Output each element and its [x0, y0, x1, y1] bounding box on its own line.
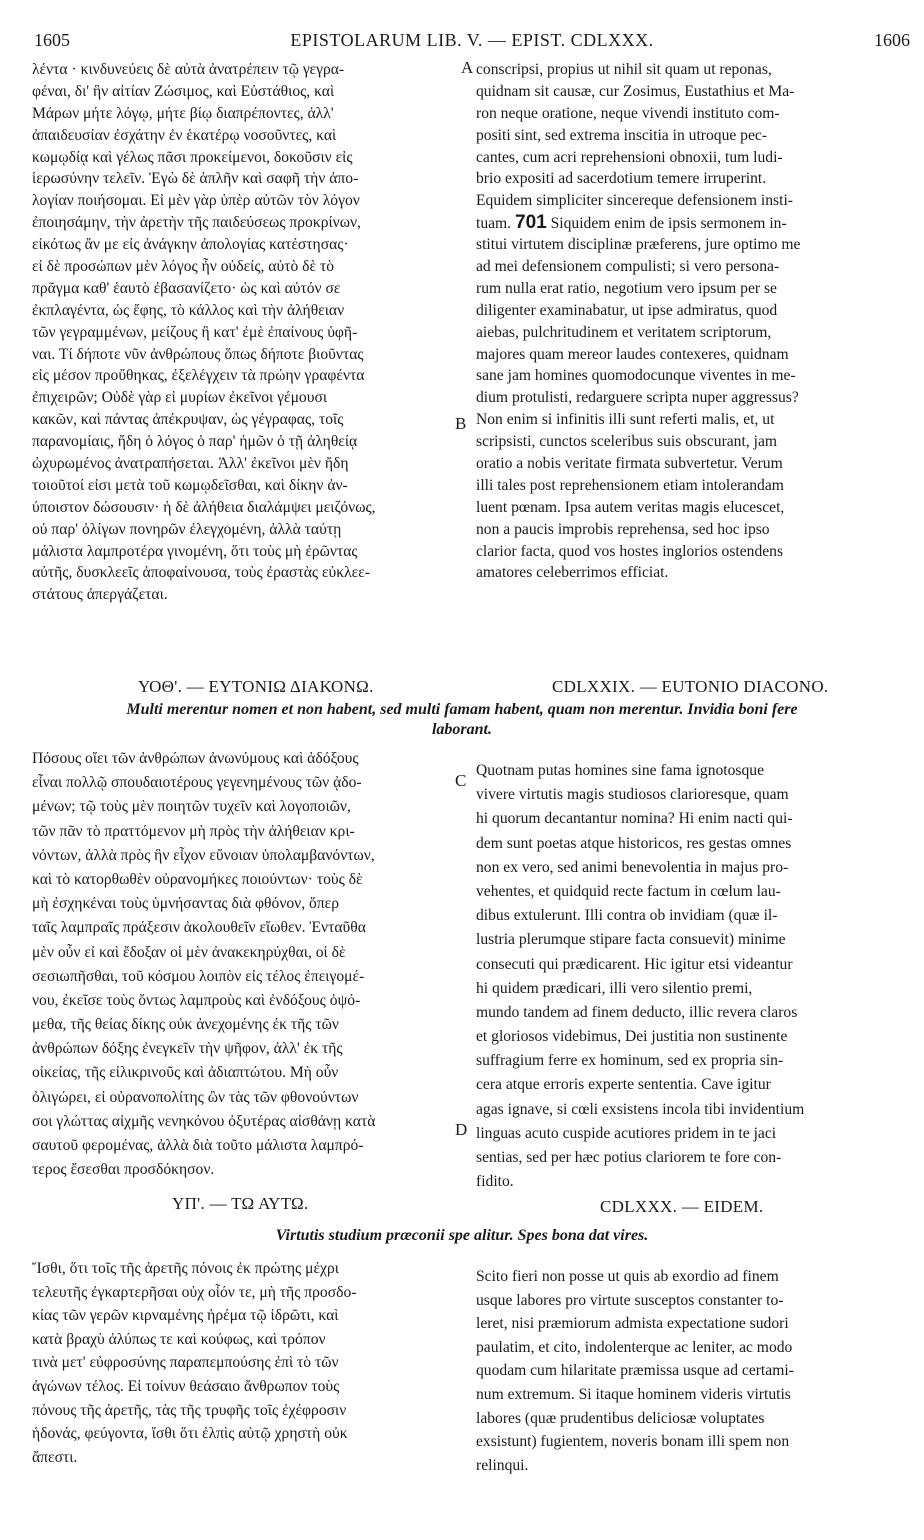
text-line: ἐπιχειρῶν; Οὐδὲ γὰρ εἰ μυρίων ἐκεῖνοι γέμουσι	[32, 389, 328, 407]
letter-479-greek-text	[32, 747, 452, 1182]
text-line: τελευτῆς ἐγκαρτερῆσαι οὐχ οἷόν τε, μὴ τῆς προσδο-	[32, 1283, 357, 1301]
text-line: ἡδονάς, φεύγοντα, ἴσθι ὅτι ἐλπὶς αὐτῷ χρηστὴ οὐκ	[32, 1425, 348, 1443]
text-line: positi sint, sed extrema inscitia in utroque pec-	[476, 126, 768, 144]
text-line: sentias, sed per hæc potius clariorem te fore con-	[476, 1149, 782, 1166]
right-page-number: 1606	[874, 30, 910, 50]
text-line: et gloriosos videbimus, Dei justitia non sustinente	[476, 1028, 788, 1046]
text-line: λογίαν ποιήσομαι. Εἰ μὲν γὰρ ὑπὲρ αὐτῶν τὸν λόγον	[32, 192, 360, 210]
text-line: τοιοῦτοί εἰσι μετὰ τοῦ κωμῳδεῖσθαι, καὶ δίκην ἀν-	[32, 476, 348, 494]
text-line: εἰκότως ἄν με εἰς ἀνάγκην ἀπολογίας κατέστησας·	[32, 236, 349, 254]
text-line: μὴ ἐσχηκέναι τοὺς ὑμνήσαντας διὰ φθόνον, ὅπερ	[32, 895, 340, 913]
text-line: luent pœnam. Ipsa autem veritas magis elucescet,	[476, 498, 785, 516]
text-line: σαυτοῦ φερομένας, ἀλλὰ διὰ τοῦτο μάλιστα λαμπρό-	[32, 1137, 364, 1154]
text-line: rum nulla erat ratio, negotium vero ipsum per se	[476, 279, 777, 297]
text-line: brio expositi ad sacerdotium temere irruperint.	[476, 170, 767, 188]
text-line: oratio a nobis veritate firmata subvertetur. Verum	[476, 455, 783, 473]
text-line: ἄπεστι.	[32, 1448, 78, 1466]
letter-480-latin-title: CDLXXX. — EIDEM.	[600, 1197, 764, 1216]
text-line: exsistunt) fugientem, noveris bonam illi spem non	[476, 1433, 790, 1451]
text-line: νόντων, ἀλλὰ πρὸς ἣν εἶχον εὔνοιαν ὑπολαμβανόντων,	[32, 846, 375, 864]
text-line: εἰ δὲ προσώπων μὲν λόγος ἦν οὐδείς, αὐτὸ δὲ τὸ	[32, 258, 335, 276]
text-line: num extremum. Si itaque hominem videris virtutis	[476, 1385, 791, 1403]
text-line: ὀλιγώρει, εἰ οὐρανοπολίτης ὢν τὰς τῶν φθονούντων	[32, 1088, 359, 1106]
text-line: consecuti qui prædicarent. Hic igitur etsi videantur	[476, 955, 793, 973]
text-line: majores quam mereor laudes contexeres, quidnam	[476, 345, 789, 363]
text-line-with-column-marker	[476, 212, 894, 234]
margin-letter-b: B	[455, 414, 467, 433]
text-line: quidnam sit causæ, cur Zosimus, Eustathius et Ma-	[476, 82, 795, 100]
text-line: ad mei defensionem compulisti; si vero persona-	[476, 258, 780, 276]
text-line: linguas acuto cuspide acutiores pridem in te jaci	[476, 1124, 777, 1142]
left-page-number: 1605	[34, 30, 70, 50]
letter-480-greek-text	[32, 1257, 452, 1469]
summary-line: Multi merentur nomen et non habent, sed multi famam habent, quam non merentur. Invidia boni fere	[126, 701, 798, 718]
text-line: ὠχυρωμένος ἀνατραπήσεται. Ἀλλ' ἐκεῖνοι μὲν ἤδη	[32, 455, 349, 473]
text-line: κατὰ βραχὺ ἀλύπως τε καὶ κούφως, καὶ τρόπον	[32, 1330, 326, 1348]
text-line: stitui virtutem disciplinæ præferens, jure optimo me	[476, 236, 801, 254]
text-line: ἐκπλαγέντα, ὡς ἔφης, τὸ κάλλος καὶ τὴν ἀλήθειαν	[32, 301, 345, 319]
text-line: sane jam homines quomodocunque viventes in me-	[476, 367, 796, 385]
running-header	[34, 30, 910, 54]
text-line: κακῶν, καὶ πάντας ἀπέκρυψαν, ὡς γέγραφας, τοῖς	[32, 411, 344, 429]
summary-line: laborant.	[431, 721, 492, 738]
text-line: amatores celeberrimos efficiat.	[476, 564, 669, 582]
text-line: ἀνθρώπων δόξης ἐνεγκεῖν τὴν ψῆφον, ἀλλ' ἐκ τῆς	[32, 1040, 343, 1058]
letter-479-latin-title: CDLXXIX. — EUTONIO DIACONO.	[552, 677, 829, 696]
text-line: νου, ἐκεῖσε τοὺς ὄντως λαμπροὺς καὶ ἐνδόξους ὀψό-	[32, 991, 361, 1009]
text-line: εἶναι πολλῷ σπουδαιοτέρους γεγενημένους τῶν ᾀδο-	[32, 774, 362, 792]
text-line: κωμῳδίᾳ καὶ γέλως πᾶσι προκείμενοι, δοκοῦσιν εἰς	[32, 148, 353, 166]
text-line: σεσιωπῆσθαι, τοῦ κόσμου λοιπὸν εἰς τέλος ἐπειγομέ-	[32, 967, 365, 985]
text-line: usque labores pro virtute susceptos constanter to-	[476, 1291, 784, 1309]
text-line: quodam cum hilaritate præmissa usque ad certami-	[476, 1362, 794, 1380]
text-line: κίας τῶν γερῶν κιρναμένης ἠρέμα τῷ ἱδρῶτι, καὶ	[32, 1307, 339, 1325]
text-fragment: tuam.	[476, 215, 512, 233]
text-line: suffragium ferre ex hominum, sed ex propria sin-	[476, 1052, 784, 1070]
margin-letter-c: C	[455, 771, 467, 790]
text-line: illi tales post reprehensionem etiam intolerandam	[476, 476, 784, 494]
text-line: cera atque erroris experte sententia. Cave igitur	[476, 1076, 771, 1094]
text-line: ἱερωσύνην τελεῖν. Ἐγὼ δὲ ἁπλῆν καὶ σαφῆ τὴν ἀπο-	[32, 170, 359, 188]
text-line: εἰς μέσον προὔθηκας, ἐξελέγχειν τὰ πρώην γραφέντα	[32, 367, 365, 385]
text-line: τινὰ μετ' εὐφροσύνης παραπεμπούσης ἐπὶ τὸ τῶν	[32, 1354, 339, 1372]
text-line: leret, nisi præmiorum admista expectatione sudori	[476, 1315, 789, 1333]
text-line: φέναι, δι' ἣν αἰτίαν Ζώσιμος, καὶ Εὐστάθιος, καὶ	[32, 82, 335, 100]
text-line: Equidem simpliciter sincereque defensionem insti-	[476, 192, 793, 210]
text-line: aiebas, pulchritudinem et veritatem scriptorum,	[476, 323, 772, 341]
text-line: πόνους τῆς ἀρετῆς, τὰς τῆς τρυφῆς τοῖς ἐχέφροσιν	[32, 1401, 347, 1419]
text-line: μὲν οὖν εἰ καὶ ἔδοξαν οἱ μὲν ἀνακεκηρύχθαι, οἱ δὲ	[32, 943, 346, 961]
text-line: diligenter examinabatur, ut ipse admiratus, quod	[476, 301, 778, 319]
text-line: hi quidem prædicari, illi vero silentio premi,	[476, 979, 753, 997]
text-line: σοι γλώττας αἰχμῆς νενηκόνου ὀξυτέρας αἰσθάνῃ κατὰ	[32, 1112, 376, 1130]
text-line: ναι. Τί δήποτε νῦν ἀνθρώπους ὅπως δήποτε βιοῦντας	[32, 345, 364, 363]
text-line: dium protulisti, redarguere scripta nuper aggressus?	[476, 389, 799, 407]
text-line: labores (quæ prudentibus deliciosæ voluptates	[476, 1409, 765, 1427]
text-line: ύποιστον δώσουσιν· ἡ δὲ ἀλήθεια διαλάμψει μειζόνως,	[32, 498, 376, 516]
text-line: lustria plerumque stipare facta consuevit) minime	[476, 931, 786, 949]
letter-480-summary	[30, 1226, 894, 1246]
text-line: ἀγώνων τέλος. Εἰ τοίνυν θεάσαιο ἄνθρωπον τοὺς	[32, 1377, 340, 1395]
text-line: λέντα · κινδυνεύεις δὲ αὐτὰ ἀνατρέπειν τῷ γεγρα-	[32, 61, 345, 78]
text-line: ταῖς λαμπραῖς πράξεσιν ἀκολουθεῖν εἴωθεν. Ἐνταῦθα	[32, 919, 366, 937]
text-line: dibus extulerunt. Illi contra ob invidiam (quæ il-	[476, 907, 778, 925]
text-line: non ex vero, sed animi benevolentia in majus pro-	[476, 858, 789, 876]
text-line: Non enim si infinitis illi sunt referti malis, et, ut	[476, 411, 775, 429]
text-line: scripsisti, cunctos sceleribus suis obscurant, jam	[476, 433, 777, 451]
text-line: Μάρων μήτε λόγῳ, μήτε βίῳ διαπρέποντες, ἀλλ'	[32, 104, 334, 122]
text-line: agas ignave, si cœli exsistens incola tibi invidentium	[476, 1100, 805, 1118]
margin-letter-d: D	[455, 1120, 468, 1139]
text-line: καὶ τὸ κατορθωθὲν οὐρανομήκες ποιούντων· τοὺς δὲ	[32, 870, 363, 888]
text-line: vehentes, et quidquid recte factum in cœlum lau-	[476, 882, 781, 900]
text-line: μάλιστα λαμπροτέρα γινομένη, ὅτι τοὺς μὴ ἐρῶντας	[32, 542, 358, 560]
text-line: hi quorum decantantur nomina? Hi enim nacti qui-	[476, 810, 793, 828]
text-line: vivere virtutis magis studiosos clarioresque, quam	[476, 786, 789, 804]
margin-letter-a: A	[461, 58, 474, 77]
text-line: παρανομίαις, ἤδη ὁ λόγος ὁ παρ' ἡμῶν ὁ τῇ ἀληθείᾳ	[32, 433, 358, 451]
text-line: cantes, cum acri reprehensioni obnoxii, tum ludi-	[476, 148, 783, 166]
text-line: dem sunt poetas atque historicos, res gestas omnes	[476, 834, 792, 852]
text-line: οὐ παρ' ὀλίγων πονηρῶν ἐλεγχομένη, ἀλλὰ ταύτῃ	[32, 520, 342, 538]
latin-column-block1	[476, 59, 894, 584]
text-line: ἐποιησάμην, τὴν ἀρετὴν τῆς παιδεύσεως προκρίνων,	[32, 214, 361, 232]
letter-479-summary	[30, 700, 894, 740]
text-line: clarior facta, quod vos hostes inglorios ostendens	[476, 542, 784, 560]
text-line: οἰκείας, τῆς εἰλικρινοῦς καὶ ἀδιαπτώτου. Μὴ οὖν	[32, 1064, 339, 1082]
text-line: Quotnam putas homines sine fama ignotosque	[476, 762, 765, 779]
letter-480-latin-text	[476, 1265, 894, 1477]
text-line: αὐτῆς, δυσκλεεῖς ἀποφαίνουσα, τοὺς ἐραστὰς εὐκλεε-	[32, 564, 370, 582]
text-line: μένων; τῷ τοὺς μὲν ποιητῶν τυχεῖν καὶ λογοποιῶν,	[32, 798, 351, 816]
text-line: στάτους ἀπεργάζεται.	[32, 586, 168, 604]
text-line: τῶν πᾶν τὸ πραττόμενον μὴ πρὸς τὴν ἀλήθειαν κρι-	[32, 822, 355, 840]
letter-479-greek-title: ΥΟΘ'. — ΕΥΤΟΝΙΩ ΔΙΑΚΟΝΩ.	[138, 677, 374, 696]
text-line: πρᾶγμα καθ' ἑαυτὸ ἐβασανίζετο· ὡς καὶ αὐτόν σε	[32, 279, 341, 297]
column-number-marker: 701	[515, 212, 547, 234]
text-line: Scito fieri non posse ut quis ab exordio ad finem	[476, 1268, 779, 1285]
running-title: EPISTOLARUM LIB. V. — EPIST. CDLXXX.	[290, 30, 654, 50]
text-line: Ἴσθι, ὅτι τοῖς τῆς ἀρετῆς πόνοις ἐκ πρώτης μέχρι	[32, 1260, 339, 1277]
text-line: ron neque oratione, neque vivendi instituto com-	[476, 104, 780, 122]
text-line: μεθα, τῆς θείας δίκης οὐκ ἀνεχομένης ἐκ τῆς τῶν	[32, 1016, 339, 1034]
text-line: paulatim, et cito, indolenterque ac leniter, ac modo	[476, 1338, 793, 1356]
text-line: Πόσους οἴει τῶν ἀνθρώπων ἀνωνύμους καὶ ἀδόξους	[32, 750, 359, 767]
text-line: τῶν γεγραμμένων, μείζους ἢ κατ' ἐμὲ ἐπαίνους ὑφῆ-	[32, 323, 358, 341]
text-line: ἀπαιδευσίαν ἐσχάτην ἐν ἑκατέρῳ νοσοῦντες, καὶ	[32, 126, 337, 144]
text-line: non a paucis improbis reprehensa, sed hoc ipso	[476, 520, 770, 538]
text-line: τερος ἔσεσθαι προσδόκησον.	[32, 1161, 215, 1179]
greek-column-block1	[32, 59, 452, 606]
letter-480-greek-title: ΥΠ'. — ΤΩ ΑΥΤΩ.	[172, 1194, 309, 1213]
text-line: mundo tandem ad finem deducto, illic revera claros	[476, 1003, 798, 1021]
text-fragment: Siquidem enim de ipsis sermonem in-	[550, 215, 787, 233]
text-line: relinqui.	[476, 1456, 529, 1474]
summary-line: Virtutis studium præconii spe alitur. Spes bona dat vires.	[275, 1227, 649, 1244]
text-line: fidito.	[476, 1173, 514, 1191]
text-line: conscripsi, propius ut nihil sit quam ut reponas,	[476, 61, 772, 78]
letter-479-latin-text	[476, 759, 894, 1194]
